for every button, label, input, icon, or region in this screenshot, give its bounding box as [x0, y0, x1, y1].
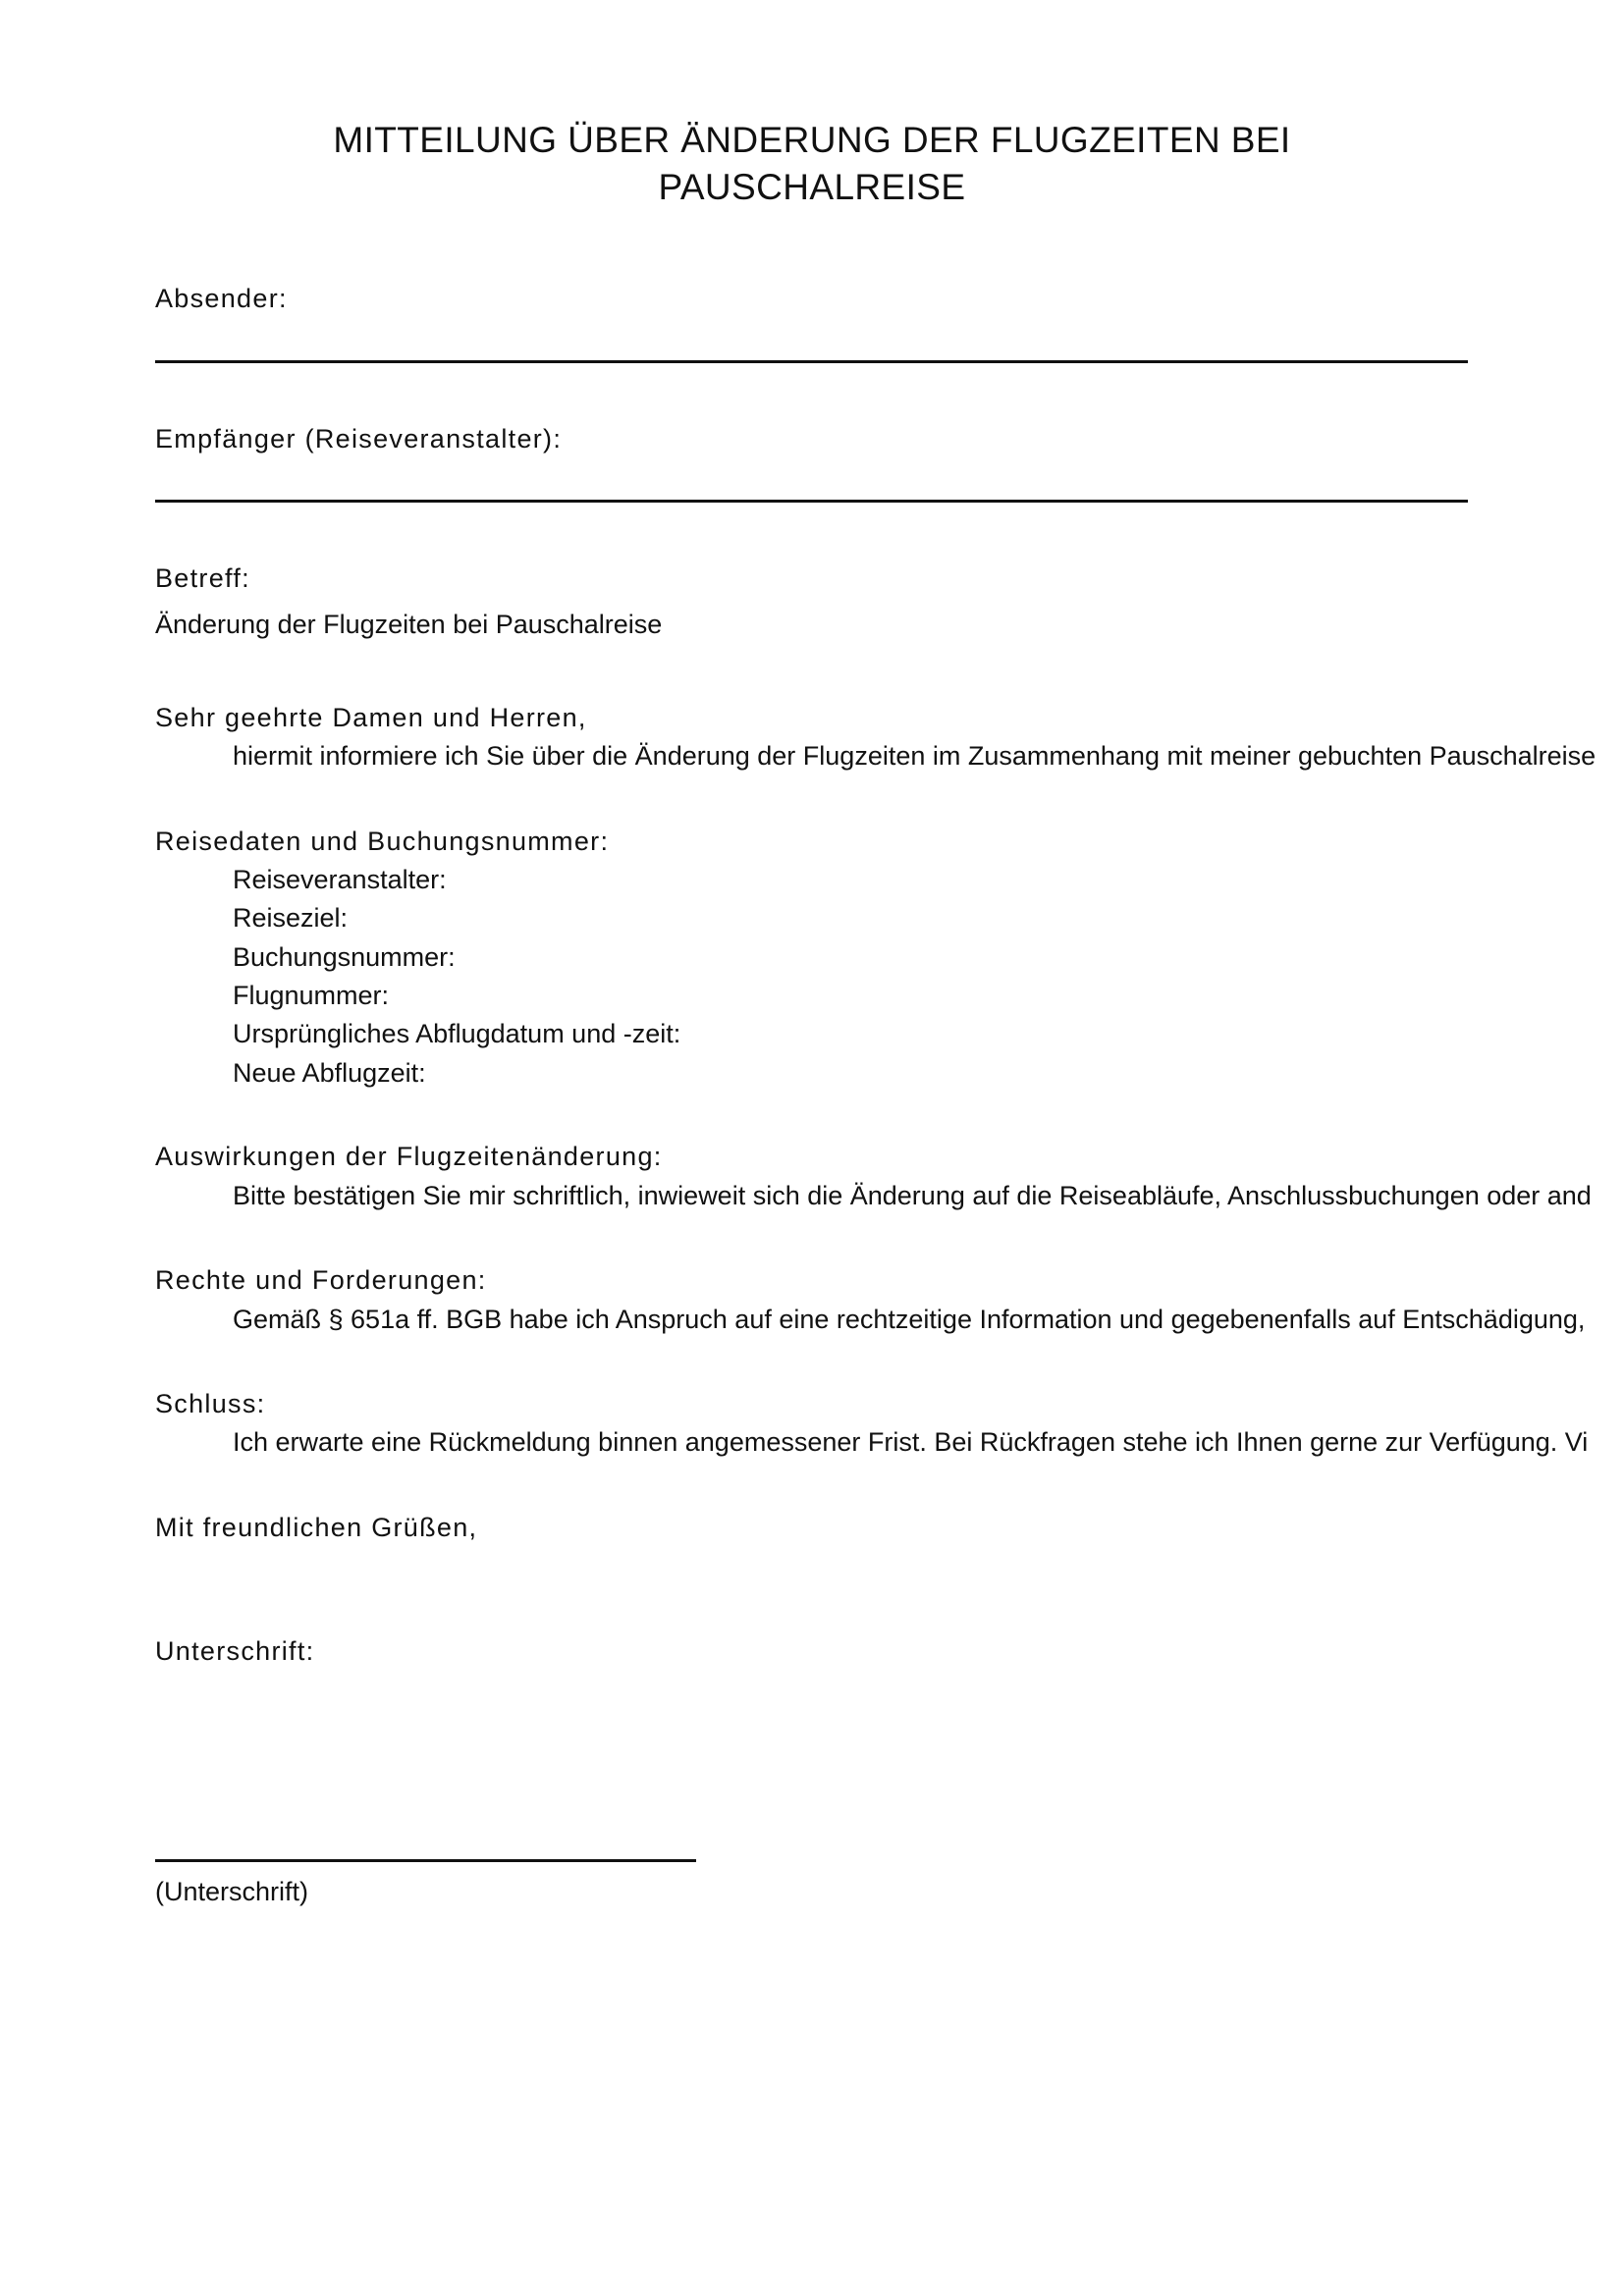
rights-text: Gemäß § 651a ff. BGB habe ich Anspruch auf eine rechtzeitige Information und gegebenenfalls auf Entschädigung,: [233, 1305, 1586, 1334]
travel-item-destination: Reiseziel:: [233, 903, 349, 933]
closing-text: Ich erwarte eine Rückmeldung binnen angemessener Frist. Bei Rückfragen stehe ich Ihnen gerne zur Verfügung. Vi: [233, 1427, 1589, 1457]
travel-item-operator: Reiseveranstalter:: [233, 865, 447, 894]
travel-item-flight-number: Flugnummer:: [233, 981, 390, 1010]
signature-caption: (Unterschrift): [155, 1877, 309, 1906]
sender-label: Absender:: [155, 284, 288, 313]
travel-data-heading: Reisedaten und Buchungsnummer:: [155, 827, 610, 856]
recipient-label: Empfänger (Reiseveranstalter):: [155, 424, 563, 454]
travel-item-booking-number: Buchungsnummer:: [233, 942, 456, 972]
effects-text: Bitte bestätigen Sie mir schriftlich, inwieweit sich die Änderung auf die Reiseabläufe, Anschlussbuchungen oder and: [233, 1181, 1592, 1210]
signature-label: Unterschrift:: [155, 1636, 315, 1666]
effects-heading: Auswirkungen der Flugzeitenänderung:: [155, 1142, 663, 1171]
document-title-line-1: MITTEILUNG ÜBER ÄNDERUNG DER FLUGZEITEN BEI: [333, 120, 1291, 160]
subject-text: Änderung der Flugzeiten bei Pauschalreise: [155, 610, 663, 639]
travel-item-original-departure: Ursprüngliches Abflugdatum und -zeit:: [233, 1019, 681, 1048]
travel-item-new-departure: Neue Abflugzeit:: [233, 1058, 426, 1088]
salutation-intro: hiermit informiere ich Sie über die Änderung der Flugzeiten im Zusammenhang mit meiner gebuchten Pauschalreise: [233, 741, 1597, 771]
salutation-greeting: Sehr geehrte Damen und Herren,: [155, 703, 587, 732]
subject-label: Betreff:: [155, 563, 250, 593]
signature-line: [155, 1859, 696, 1862]
rights-heading: Rechte und Forderungen:: [155, 1265, 487, 1295]
sender-line: [155, 360, 1468, 363]
recipient-line: [155, 500, 1468, 503]
closing-heading: Schluss:: [155, 1389, 266, 1418]
regards-text: Mit freundlichen Grüßen,: [155, 1513, 478, 1542]
document-title-line-2: PAUSCHALREISE: [658, 167, 966, 207]
